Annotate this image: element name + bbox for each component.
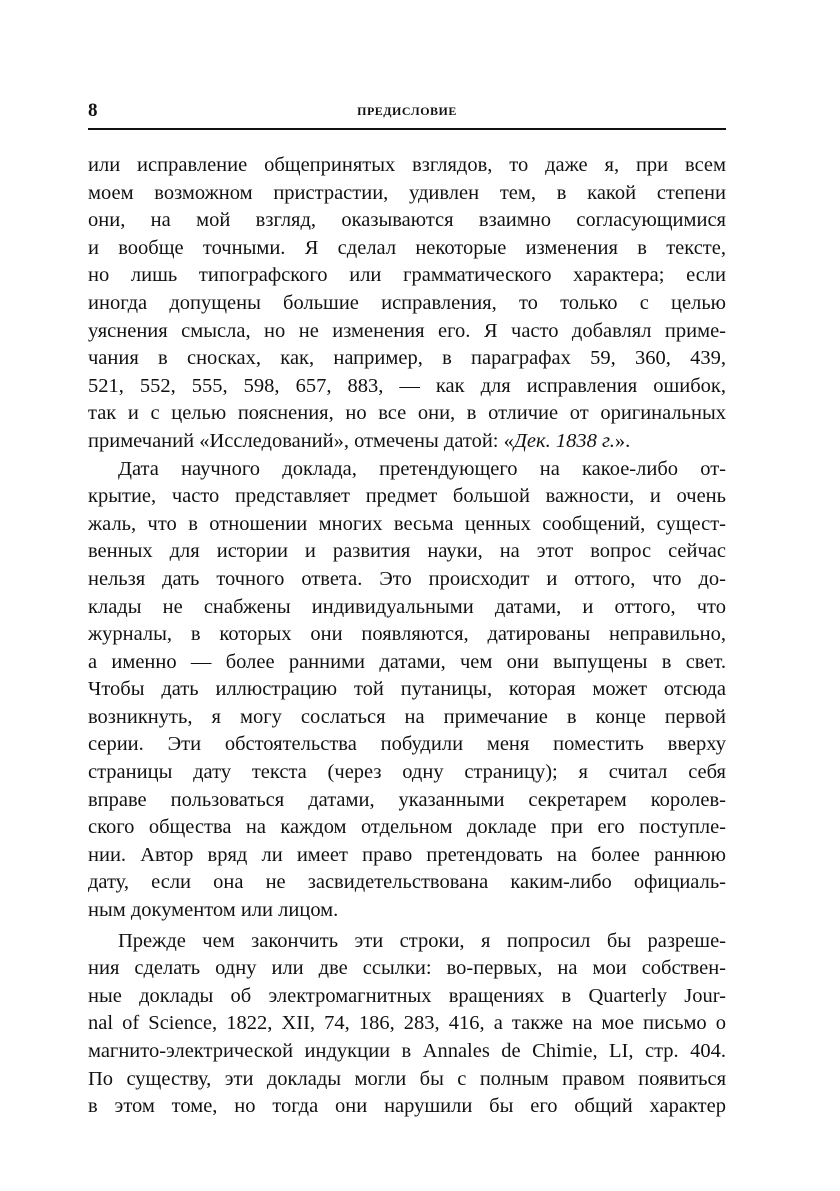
text-line: магнито-электрической индукции в Annales de Chimie, LI, стр. 404.: [88, 1040, 726, 1062]
text-line: а именно — более ранними датами, чем они выпущены в свет.: [88, 650, 726, 673]
text-line: моем возможном пристрастии, удивлен тем, в какой степени: [88, 181, 726, 204]
text-line: 521, 552, 555, 598, 657, 883, — как для исправления ошибок,: [88, 374, 726, 397]
paragraph-2: [88, 456, 726, 925]
text-line: ского общества на каждом отдельном докладе при его поступле-: [88, 816, 726, 839]
book-page: [88, 100, 726, 1121]
text-line: возникнуть, я могу сослаться на примечание в конце первой: [88, 705, 726, 728]
text-line: вправе пользоваться датами, указанными секретарем королев-: [88, 788, 726, 811]
page-header: [88, 100, 726, 126]
text-line-last: ным документом или лицом.: [88, 899, 339, 922]
text-line: так и с целью пояснения, но все они, в отличие от оригинальных: [88, 402, 726, 425]
citation-text: примечаний «Исследований», отмечены датой: «: [88, 429, 514, 452]
text-line: клады не снабжены индивидуальными датами, и оттого, что: [88, 595, 726, 618]
text-line: страницы дату текста (через одну страницу); я считал себя: [88, 761, 726, 784]
date-mark: Дек. 1838 г.: [513, 429, 615, 452]
text-line: ные доклады об электромагнитных вращениях в Quarterly Jour-: [88, 984, 726, 1007]
text-line: журналы, в которых они появляются, датированы неправильно,: [88, 623, 726, 646]
text-line: nal of Science, 1822, XII, 74, 186, 283, 416, а также на мое письмо о: [88, 1012, 726, 1035]
text-line: нельзя дать точного ответа. Это происходит и оттого, что до-: [88, 567, 726, 590]
text-line: По существу, эти доклады могли бы с полным правом появиться: [88, 1067, 726, 1090]
text-line: серии. Эти обстоятельства побудили меня поместить вверху: [88, 733, 726, 756]
text-line: жаль, что в отношении многих весьма ценных сообщений, сущест-: [88, 512, 726, 535]
text-line: и вообще точными. Я сделал некоторые изменения в тексте,: [88, 236, 726, 259]
running-title: ПРЕДИСЛОВИЕ: [357, 104, 457, 118]
text-line: иногда допущены большие исправления, то только с целью: [88, 291, 726, 314]
text-line: или исправление общепринятых взглядов, то даже я, при всем: [88, 154, 726, 176]
text-line: ния сделать одну или две ссылки: во-первых, на мои собствен-: [88, 957, 726, 980]
text-line: в этом томе, но тогда они нарушили бы его общий характер: [88, 1095, 726, 1118]
text-line: Прежде чем закончить эти строки, я попросил бы разреше-: [118, 929, 726, 952]
text-line: нии. Автор вряд ли имеет право претендовать на более раннюю: [88, 843, 726, 866]
text-line: венных для истории и развития науки, на этот вопрос сейчас: [88, 540, 726, 563]
text-line: но лишь типографского или грамматического характера; если: [88, 264, 726, 287]
text-line: Чтобы дать иллюстрацию той путаницы, которая может отсюда: [88, 678, 726, 701]
text-line: они, на мой взгляд, оказываются взаимно согласующимися: [88, 209, 726, 232]
text-line: чания в сносках, как, например, в параграфах 59, 360, 439,: [88, 347, 726, 370]
text-line-last: [88, 428, 726, 456]
page-number: 8: [88, 100, 98, 121]
text-line: Дата научного доклада, претендующего на какое-либо от-: [118, 457, 726, 480]
text-line: дату, если она не засвидетельствована каким-либо официаль-: [88, 871, 726, 894]
text-line: уяснения смысла, но не изменения его. Я часто добавлял приме-: [88, 319, 726, 342]
paragraph-3: [88, 928, 726, 1121]
text-line: крытие, часто представляет предмет большой важности, и очень: [88, 485, 726, 508]
header-rule: [88, 128, 726, 130]
citation-close: ».: [614, 429, 631, 452]
paragraph-1: [88, 152, 726, 456]
